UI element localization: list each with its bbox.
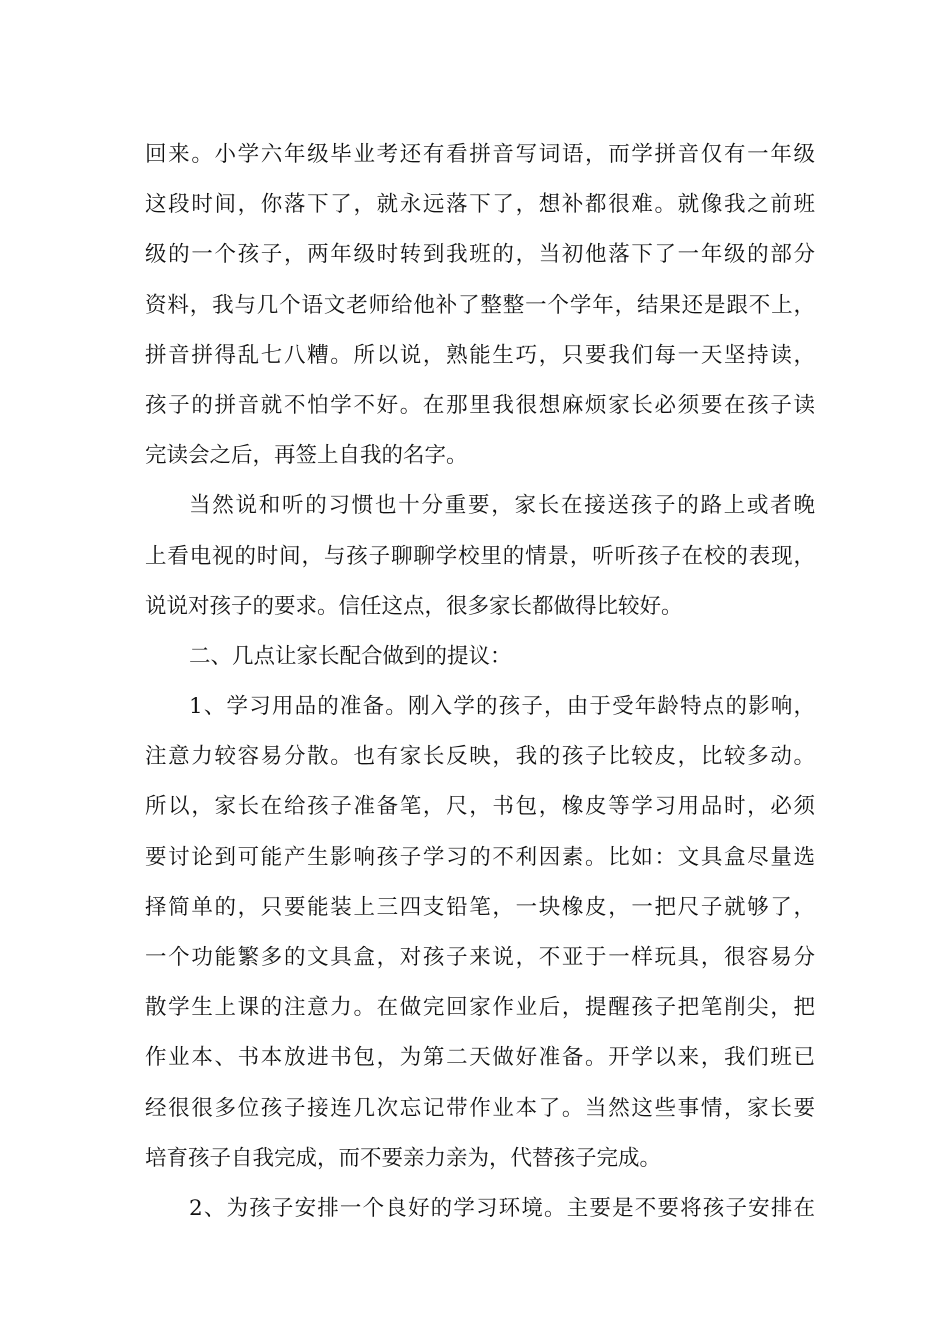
text-line: 级的一个孩子，两年级时转到我班的，当初他落下了一年级的部分 [145, 242, 815, 268]
text-line: 当然说和听的习惯也十分重要，家长在接送孩子的路上或者晚 [189, 493, 815, 519]
text-line: 1、学习用品的准备。刚入学的孩子，由于受年龄特点的影响， [189, 694, 815, 720]
document-body [145, 130, 815, 1234]
text-line: 一个功能繁多的文具盒，对孩子来说，不亚于一样玩具，很容易分 [145, 945, 815, 970]
text-line: 所以，家长在给孩子准备笔，尺，书包，橡皮等学习用品时，必须 [145, 794, 815, 820]
text-line: 2、为孩子安排一个良好的学习环境。主要是不要将孩子安排在 [189, 1195, 815, 1221]
text-line: 注意力较容易分散。也有家长反映，我的孩子比较皮，比较多动。 [145, 744, 815, 770]
text-line: 完读会之后，再签上自我的名字。 [145, 443, 468, 469]
text-line: 这段时间，你落下了，就永远落下了，想补都很难。就像我之前班 [145, 192, 815, 218]
text-line: 经很很多位孩子接连几次忘记带作业本了。当然这些事情，家长要 [145, 1095, 815, 1121]
text-line: 说说对孩子的要求。信任这点，很多家长都做得比较好。 [145, 593, 683, 619]
text-line: 资料，我与几个语文老师给他补了整整一个学年，结果还是跟不上， [145, 292, 815, 318]
text-line: 培育孩子自我完成，而不要亲力亲为，代替孩子完成。 [145, 1145, 662, 1171]
section-heading: 二、几点让家长配合做到的提议： [189, 643, 512, 669]
text-line: 上看电视的时间，与孩子聊聊学校里的情景，听听孩子在校的表现， [145, 543, 815, 569]
text-line: 择简单的，只要能装上三四支铅笔，一块橡皮，一把尺子就够了， [145, 894, 815, 920]
text-line: 回来。小学六年级毕业考还有看拼音写词语，而学拼音仅有一年级 [145, 142, 815, 167]
text-line: 作业本、书本放进书包，为第二天做好准备。开学以来，我们班已 [145, 1045, 815, 1071]
text-line: 孩子的拼音就不怕学不好。在那里我很想麻烦家长必须要在孩子读 [145, 392, 815, 418]
text-line: 散学生上课的注意力。在做完回家作业后，提醒孩子把笔削尖，把 [145, 995, 815, 1021]
text-line: 拼音拼得乱七八糟。所以说，熟能生巧，只要我们每一天坚持读， [145, 342, 815, 368]
text-line: 要讨论到可能产生影响孩子学习的不利因素。比如：文具盒尽量选 [145, 844, 815, 870]
